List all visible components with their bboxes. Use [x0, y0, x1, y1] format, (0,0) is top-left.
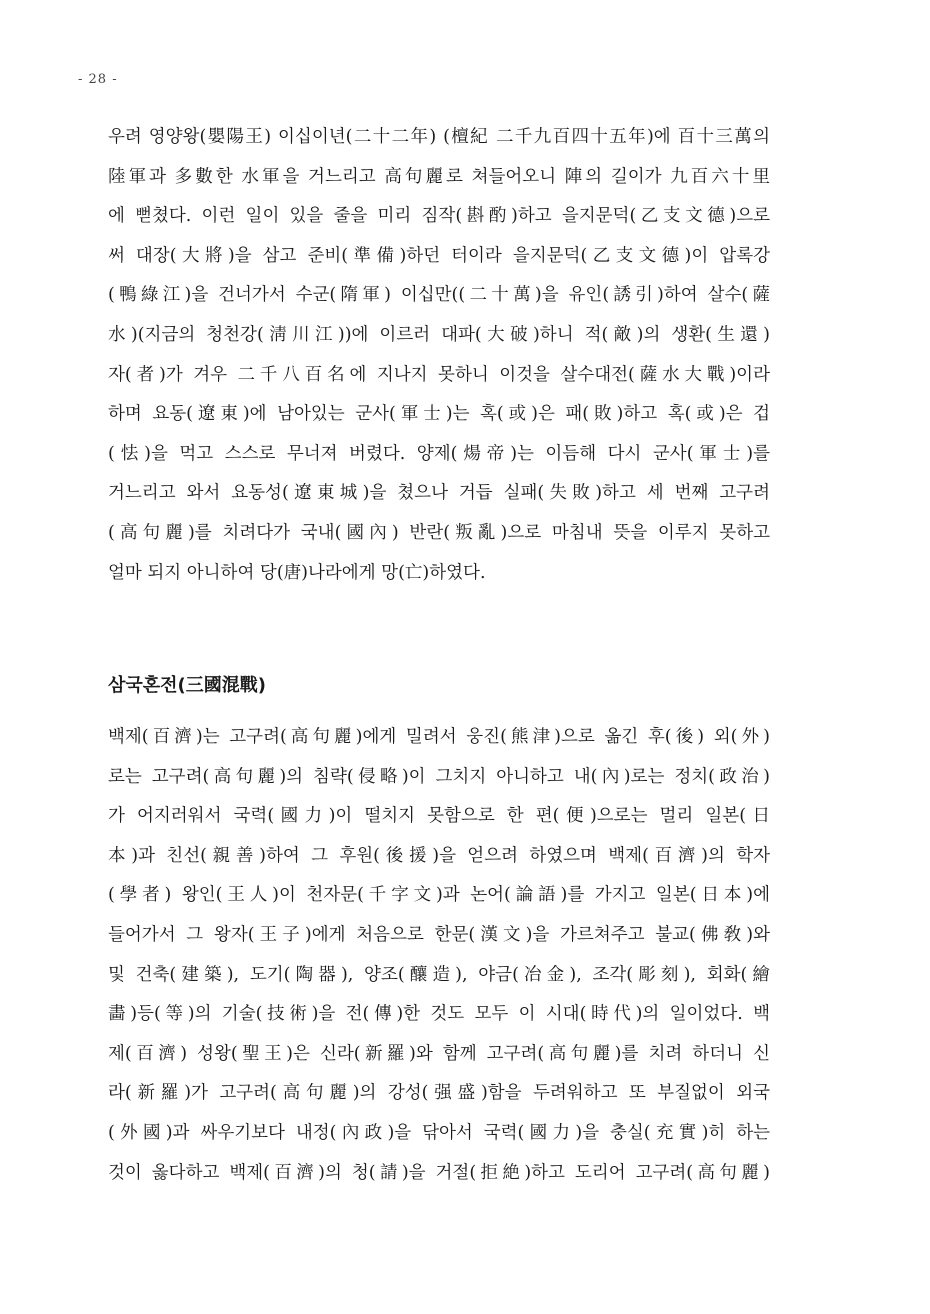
text-line: 에 뻗쳤다. 이런 일이 있을 줄을 미리 짐작(斟酌)하고 을지문덕(乙支文德)으로: [108, 206, 770, 227]
page-number: - 28 -: [78, 72, 118, 87]
text-line: 것이 옳다하고 백제(百濟)의 청(請)을 거절(拒絶)하고 도리어 고구려(高句麗): [108, 1162, 770, 1183]
text-line: 하며 요동(遼東)에 남아있는 군사(軍士)는 혹(或)은 패(敗)하고 혹(或)은 겁: [108, 404, 770, 425]
section-heading: 삼국혼전(三國混戰): [108, 675, 267, 696]
text-line: 가 어지러워서 국력(國力)이 떨치지 못함으로 한 편(便)으로는 멀리 일본(日: [108, 806, 770, 827]
text-line: 자(者)가 겨우 二千八百名에 지나지 못하니 이것을 살수대전(薩水大戰)이라: [108, 364, 770, 385]
text-line: 陸軍과 多數한 水軍을 거느리고 高句麗로 쳐들어오니 陣의 길이가 九百六十里: [108, 166, 770, 187]
text-line: 백제(百濟)는 고구려(高句麗)에게 밀려서 웅진(熊津)으로 옮긴 후(後) 외(外): [108, 727, 770, 747]
text-line: (鴨綠江)을 건너가서 수군(隋軍) 이십만((二十萬)을 유인(誘引)하여 살수(薩: [108, 285, 770, 306]
text-line: 및 건축(建築), 도기(陶器), 양조(釀造), 야금(冶金), 조각(彫刻), 회화(繪: [108, 964, 770, 985]
text-line: 라(新羅)가 고구려(高句麗)의 강성(强盛)함을 두려워하고 또 부질없이 외국: [108, 1083, 770, 1104]
text-line: 들어가서 그 왕자(王子)에게 처음으로 한문(漢文)을 가르쳐주고 불교(佛敎)와: [108, 924, 770, 945]
section-2-body: [108, 718, 770, 1193]
text-line: 써 대장(大將)을 삼고 준비(準備)하던 터이라 을지문덕(乙支文德)이 압록강: [108, 245, 770, 266]
text-line: 우려 영양왕(嬰陽王) 이십이년(二十二年) (檀紀 二千九百四十五年)에 百十三萬의: [108, 127, 770, 147]
text-line: (怯)을 먹고 스스로 무너져 버렸다. 양제(煬帝)는 이듬해 다시 군사(軍士)를: [108, 443, 770, 464]
text-line: (外國)과 싸우기보다 내정(內政)을 닦아서 국력(國力)을 충실(充實)히 하는: [108, 1122, 770, 1143]
text-line: 제(百濟) 성왕(聖王)은 신라(新羅)와 함께 고구려(高句麗)를 치려 하더니 신: [108, 1043, 770, 1064]
text-line: 얼마 되지 아니하여 당(唐)나라에게 망(亡)하였다.: [108, 562, 486, 583]
text-line: 水)(지금의 청천강(淸川江))에 이르러 대파(大破)하니 적(敵)의 생환(生還): [108, 324, 770, 345]
section-1-body: [108, 118, 770, 593]
text-line: 로는 고구려(高句麗)의 침략(侵略)이 그치지 아니하고 내(內)로는 정치(政治): [108, 766, 770, 787]
text-line: 本)과 친선(親善)하여 그 후원(後援)을 얻으려 하였으며 백제(百濟)의 학자: [108, 845, 770, 866]
text-line: 畵)등(等)의 기술(技術)을 전(傳)한 것도 모두 이 시대(時代)의 일이었다. 백: [108, 1004, 770, 1025]
text-line: (學者) 왕인(王人)이 천자문(千字文)과 논어(論語)를 가지고 일본(日本)에: [108, 885, 770, 906]
text-line: (高句麗)를 치려다가 국내(國內) 반란(叛亂)으로 마침내 뜻을 이루지 못하고: [108, 522, 770, 543]
text-line: 거느리고 와서 요동성(遼東城)을 쳤으나 거듭 실패(失敗)하고 세 번째 고구려: [108, 483, 770, 504]
